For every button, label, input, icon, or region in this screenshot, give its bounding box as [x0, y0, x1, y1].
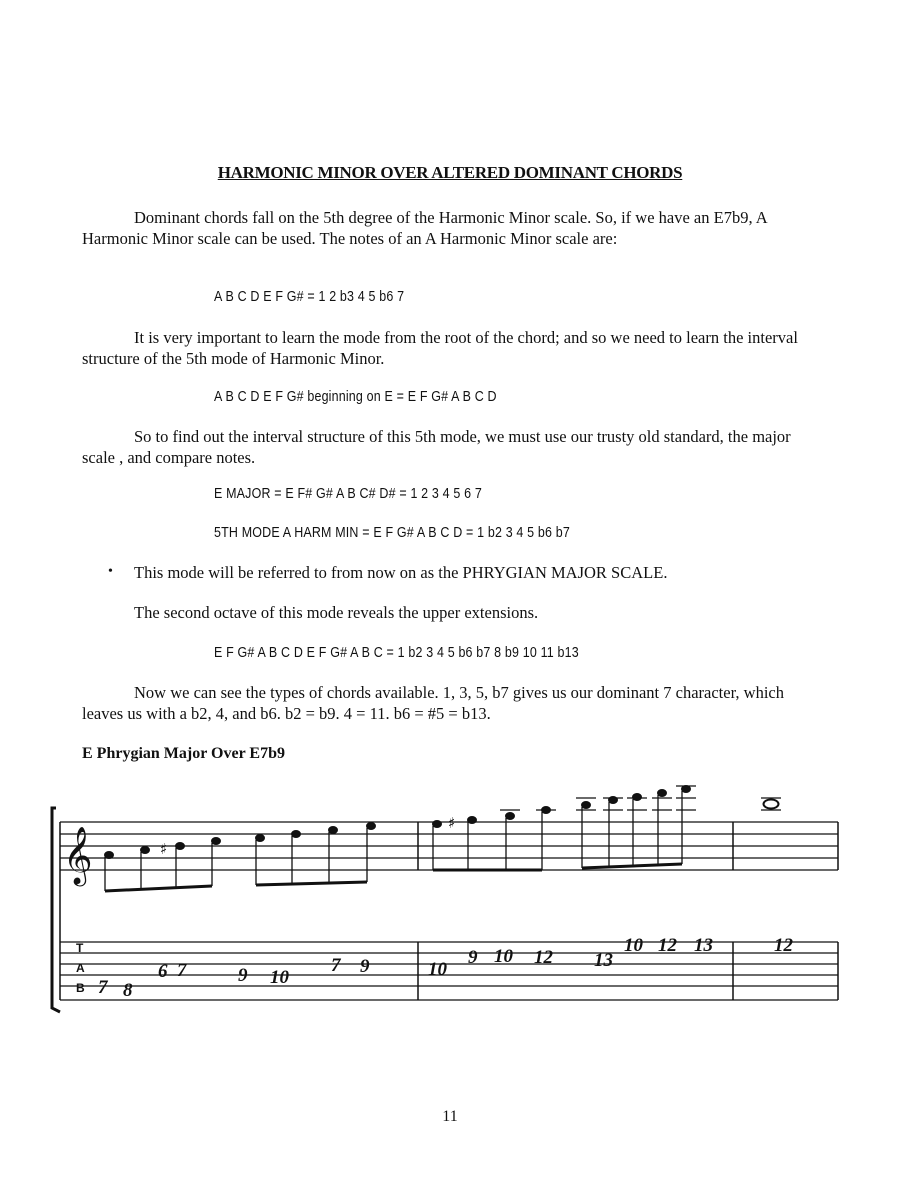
measure-2-notes [433, 786, 782, 871]
tab-fret: 12 [534, 947, 553, 968]
tab-fret: 10 [494, 946, 513, 967]
note-head [506, 813, 515, 820]
paragraph-intro: Dominant chords fall on the 5th degree of the Harmonic Minor scale. So, if we have an E7b9, A Harmonic Minor scale can be used. The notes of an A Harmonic Minor scale are: [82, 208, 767, 248]
note-head [582, 802, 591, 809]
note-head [256, 835, 265, 842]
system-bracket [52, 808, 60, 1012]
example-caption: E Phrygian Major Over E7b9 [82, 745, 285, 762]
tab-letter-t: T [76, 941, 84, 955]
note-head [633, 794, 642, 801]
note-head [609, 797, 618, 804]
note-head [433, 821, 442, 828]
sharp-icon: ♯ [160, 840, 168, 858]
tab-fret: 9 [468, 947, 478, 968]
note-head [141, 847, 150, 854]
formula-a-harmonic-minor: A B C D E F G# = 1 2 b3 4 5 b6 7 [214, 289, 405, 305]
sharp-icon: ♯ [448, 814, 456, 832]
note-head [105, 852, 114, 859]
treble-clef-icon: 𝄞 [63, 826, 93, 884]
measure-1-notes [105, 823, 376, 892]
formula-mode-from-e: A B C D E F G# beginning on E = E F G# A B C D [214, 389, 497, 405]
note-head [682, 786, 691, 793]
paragraph-chords-available: Now we can see the types of chords available. 1, 3, 5, b7 gives us our dominant 7 character, which leaves us with a b2, 4, and b6. b2 = b9. 4 = 11. b6 = #5 = b13. [82, 683, 784, 723]
stems [105, 828, 367, 891]
tab-fret: 7 [331, 955, 341, 976]
tab-fret: 10 [624, 935, 643, 956]
note-head [658, 790, 667, 797]
bullet-mark: • [108, 564, 113, 579]
note-head [367, 823, 376, 830]
formula-5th-mode: 5TH MODE A HARM MIN = E F G# A B C D = 1 b2 3 4 5 b6 b7 [214, 525, 570, 541]
tab-fret: 10 [270, 967, 289, 988]
note-head [176, 843, 185, 850]
note-head [468, 817, 477, 824]
note-head [212, 838, 221, 845]
tab-fret: 12 [658, 935, 677, 956]
formula-e-major: E MAJOR = E F# G# A B C# D# = 1 2 3 4 5 6 7 [214, 486, 483, 502]
page-number: 11 [442, 1108, 458, 1125]
page-title: HARMONIC MINOR OVER ALTERED DOMINANT CHORDS [217, 163, 683, 182]
tab-fret: 8 [123, 980, 133, 1001]
note-head [292, 831, 301, 838]
tab-fret: 7 [98, 977, 108, 998]
paragraph-mode-root: It is very important to learn the mode from the root of the chord; and so we need to learn the interval structure of the 5th mode of Harmonic Minor. [82, 328, 798, 368]
beam [105, 886, 212, 891]
paragraph-octave: The second octave of this mode reveals the upper extensions. [134, 603, 539, 622]
tab-fret: 12 [774, 935, 793, 956]
bullet-text: This mode will be referred to from now on as the PHRYGIAN MAJOR SCALE. [134, 563, 668, 582]
tab-letter-a: A [76, 961, 85, 975]
formula-two-octaves: E F G# A B C D E F G# A B C = 1 b2 3 4 5 b6 b7 8 b9 10 11 b13 [214, 645, 579, 661]
beam [582, 864, 682, 868]
beam [256, 882, 367, 885]
tab-fret: 9 [238, 965, 248, 986]
tab-fret: 7 [177, 960, 187, 981]
tab-letter-b: B [76, 981, 85, 995]
paragraph-compare: So to find out the interval structure of this 5th mode, we must use our trusty old standard, the major scale , and compare notes. [82, 427, 791, 467]
tab-fret: 9 [360, 956, 370, 977]
tab-clef [76, 941, 85, 995]
tab-fret: 10 [428, 959, 447, 980]
tab-fret: 6 [158, 961, 168, 982]
tab-fret: 13 [594, 950, 613, 971]
note-head [329, 827, 338, 834]
tab-fret: 13 [694, 935, 713, 956]
whole-note [764, 800, 779, 809]
note-head [542, 807, 551, 814]
tab-numbers [98, 935, 794, 1001]
